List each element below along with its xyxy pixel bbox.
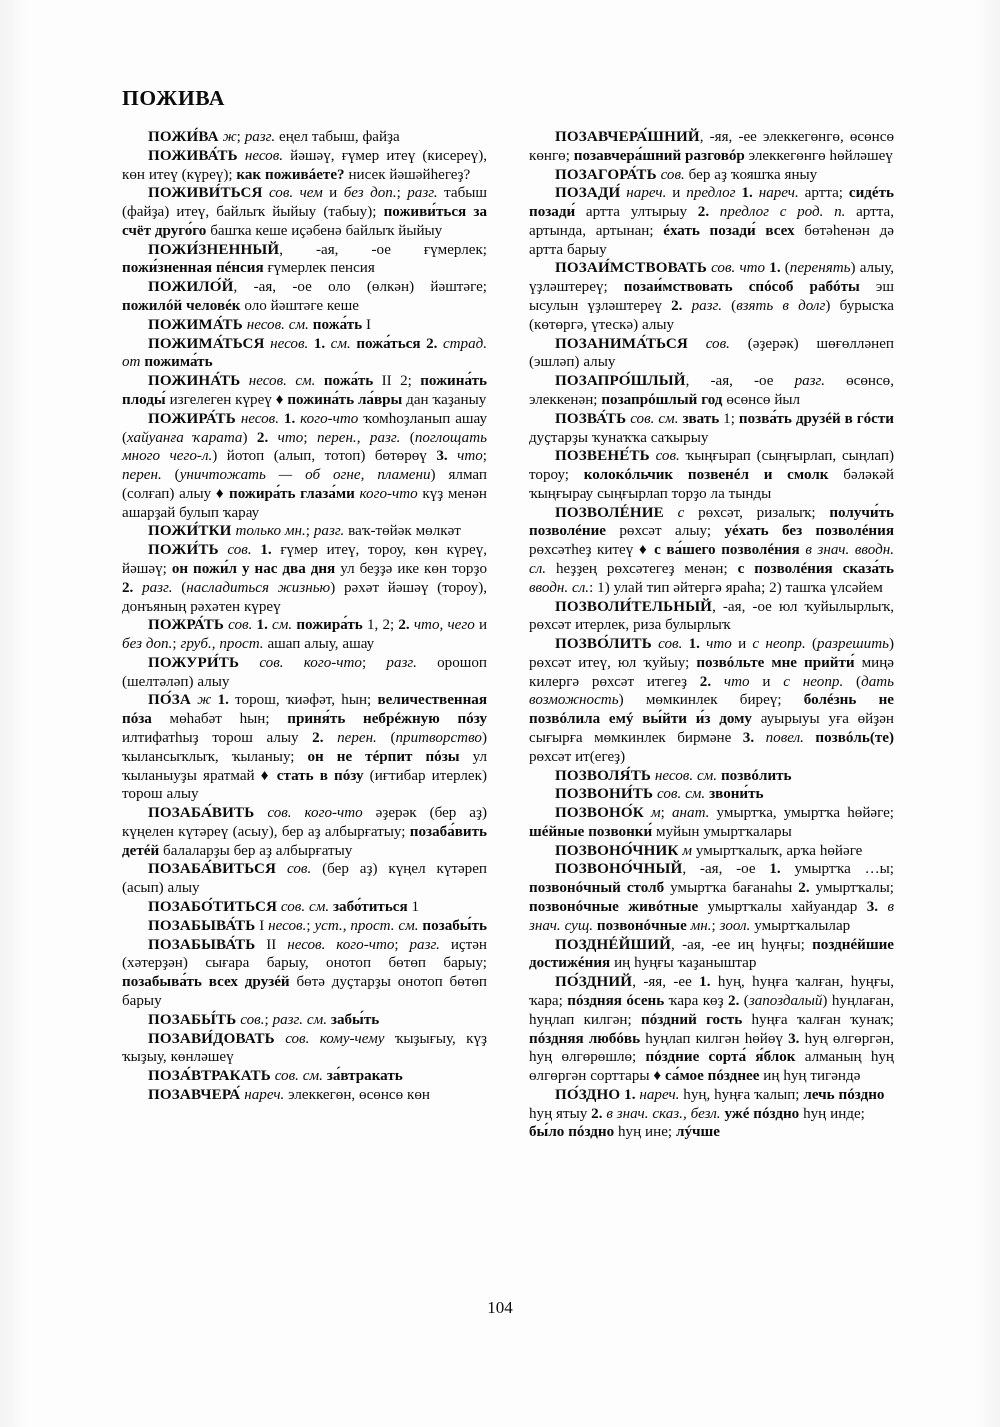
dictionary-entry: ПОЗВОНО́ЧНИК м умыртҡалыҡ, арҡа һөйәге — [555, 842, 863, 859]
column-left — [122, 128, 487, 1142]
dictionary-entry: ПОЗАВЧЕРА́ШНИЙ, -яя, -ее элеккегөнгө, өсөнсө көнгө; позавчера́шний разговóр элеккегөнгө һөйләшеү — [529, 129, 894, 164]
page-columns — [122, 128, 894, 1142]
dictionary-entry: ПОЖИРА́ТЬ несов. 1. кого-что ҡомһоҙланып ашау (хайуанға ҡарата) 2. что; перен., разг. (поглощать много чего-л.) йотоп (алып, тотоп) бөтөрөү 3. что; перен. (уничтожать — об огне, пламени) ялмап (солғап) алыу ♦ пожира́ть глаза́ми кого-что күҙ менән ашарҙай булып ҡарау — [122, 410, 488, 521]
dictionary-entry: ПОЗВОЛИ́ТЕЛЬНЫЙ, -ая, -ое юл ҡуйылырлыҡ, рөхсәт итерлек, риза булырлыҡ — [529, 598, 894, 634]
dictionary-entry: ПОЗАБА́ВИТЬСЯ сов. (бер аҙ) күңел күтәреп (асып) алыу — [122, 861, 488, 897]
dictionary-entry: ПОЗВЕНЕ́ТЬ сов. ҡыңғырап (сыңғырлап, сыңлап) тороу; колокóльчик позвенéл и смолк бәләкәй ҡыңғырау сыңғырлап торҙо ла тынды — [529, 448, 894, 502]
dictionary-entry: ПОЖИ́ТКИ только мн.; разг. ваҡ-төйәк мөлкәт — [148, 523, 461, 540]
dictionary-entry: ПО́ЗДНИЙ, -яя, -ее 1. һуң, һуңға ҡалған, һуңғы, ҡара; пóздняя óсень ҡара көҙ 2. (запоздалый) һуңлаған, һуңлап килгән; пóздний гость һуңға ҡалған ҡунаҡ; пóздняя любóвь һуңлап килгән һөйөү 3. һуң өлгөргән, һуң өлгөрөшлө; пóздние сорта́ я́блок алманың һуң өлгөргән сорттары ♦ са́мое пóзднее иң һуң тигәндә — [529, 974, 895, 1085]
column-right — [529, 128, 894, 1142]
dictionary-entry: ПОЖИВА́ТЬ несов. йәшәү, ғүмер итеү (кисереү), көн итеү (күреү); как поживáете? нисек йәшәйһегеҙ? — [122, 147, 487, 183]
dictionary-entry: ПОЖИЛО́Й, -ая, -ое оло (өлкән) йәштәге; пожилóй человéк оло йәштәге кеше — [122, 279, 487, 315]
dictionary-entry: ПОЖИНА́ТЬ несов. см. пожа́ть II 2; пожина́ть плоды́ изгелеген күреү ♦ пожина́ть ла́вры дан ҡаҙаныу — [122, 373, 487, 408]
running-head: ПОЖИВА — [122, 86, 226, 110]
dictionary-entry: ПОЗВА́ТЬ сов. см. звать 1; позва́ть друзéй в гóсти дуҫтарҙы ҡунаҡҡа саҡырыу — [529, 410, 894, 446]
dictionary-entry: ПОЗВОЛЯ́ТЬ несов. см. позвóлить — [555, 767, 792, 784]
dictionary-entry: ПОЗАБА́ВИТЬ сов. кого-что әҙерәк (бер аҙ) күңелен күтәреү (асыу), бер аҙ албырғатыу; позаба́вить детéй балаларҙы бер аҙ албырғатыу — [122, 805, 487, 859]
dictionary-entry: ПОЗАНИМА́ТЬСЯ сов. (әҙерәк) шөғөлләнеп (эшләп) алыу — [529, 335, 895, 371]
dictionary-entry: ПОЖИ́ВА ж; разг. еңел табыш, файҙа — [148, 129, 400, 145]
dictionary-entry: ПОЗАВИ́ДОВАТЬ сов. кому-чему ҡыҙығыу, күҙ ҡыҙыу, көнләшеү — [122, 1030, 487, 1066]
dictionary-entry: ПОЖРА́ТЬ сов. 1. см. пожира́ть 1, 2; 2. что, чего и без доп.; груб., прост. ашап алыу, ашау — [122, 617, 488, 653]
dictionary-entry: ПОЗАВЧЕРА́ нареч. элеккегөн, өсөнсө көн — [148, 1086, 431, 1103]
dictionary-entry: ПОЗВОНО́К м; анат. умыртҡа, умыртҡа һөйәге; шéйные позвонки́ муйын умыртҡалары — [529, 805, 894, 840]
dictionary-entry: ПОЖИВИ́ТЬСЯ сов. чем и без доп.; разг. табыш (файҙа) итеү, байлыҡ йыйыу (табыу); поживи́ться за счёт друго́го башҡа кеше иҫәбенә байлыҡ йыйыу — [122, 185, 488, 239]
scan-edge-shadow-left — [0, 0, 26, 1427]
dictionary-entry: ПОЗВОЛÉНИЕ с рөхсәт, ризалыҡ; получи́ть позволéние рөхсәт алыу; уéхать без позволéния рөхсәтһеҙ китеү ♦ с ва́шего позволéния в знач. вводн. сл. һеҙҙең рөхсәтегеҙ менән; с позволéния сказа́ть вводн. сл.: 1) улай тип әйтергә яраһа; 2) ташҡа үлсәйем — [529, 504, 895, 596]
page-number: 104 — [487, 1298, 513, 1317]
dictionary-entry: ПОЗДНÉЙШИЙ, -ая, -ее иң һуңғы; позднéйшие достижéния иң һуңғы ҡаҙаныштар — [529, 936, 894, 972]
dictionary-entry: ПОЖУРИ́ТЬ сов. кого-что; разг. орошоп (шелтәләп) алыу — [122, 654, 487, 690]
dictionary-entry: ПОЗВО́ЛИТЬ сов. 1. что и с неопр. (разрешить) рөхсәт итеү, юл ҡуйыу; позвóльте мне прийти́ миңә килергә рөхсәт итегеҙ 2. что и с неопр. (дать возможность) мөмкинлек биреү; болéзнь не позвóлила емý вы́йти и́з дому ауырыуы уға өйҙән сығырға мөмкинлек бирмәне 3. повел. позвóль(те) рөхсәт ит(егеҙ) — [529, 636, 895, 765]
dictionary-entry: ПОЗАГОРА́ТЬ сов. бер аҙ ҡояшҡа яныу — [555, 166, 818, 183]
dictionary-entry: ПОЗА́ВТРАКАТЬ сов. см. за́втракать — [148, 1068, 403, 1085]
scan-edge-shadow-right — [974, 0, 1000, 1427]
dictionary-entry: ПОЗАБО́ТИТЬСЯ сов. см. забо́титься 1 — [148, 899, 420, 916]
dictionary-entry: ПОЗАБЫ́ТЬ сов.; разг. см. забы́ть — [148, 1011, 380, 1028]
dictionary-entry: ПОЗАДИ́ нареч. и предлог 1. нареч. артта; сидéть позади́ артта ултырыу 2. предлог с род. п. артта, артында, артынан; éхать позади́ всех бөтәһенән дә артта барыу — [529, 185, 895, 258]
dictionary-entry: ПОЖИ́ЗНЕННЫЙ, -ая, -ое ғүмерлек; пожи́зненная пéнсия ғүмерлек пенсия — [122, 241, 487, 277]
dictionary-entry: ПОЗАБЫВА́ТЬ I несов.; уст., прост. см. позабы́ть — [148, 917, 487, 934]
dictionary-entry: ПОЖИ́ТЬ сов. 1. ғүмер итеү, тороу, көн күреү, йәшәү; он пожи́л у нас два дня ул беҙҙә ике көн торҙо 2. разг. (насладиться жизнью) рәхәт йәшәү (тороу), донъяның рәхәтен күреү — [122, 542, 488, 615]
dictionary-entry: ПОЗАБЫВА́ТЬ II несов. кого-что; разг. иҫтән (хәтерҙән) сығара барыу, онотоп бөтөп барыу; позабыва́ть всех друзéй бөтә дуҫтарҙы онотоп бөтөп барыу — [122, 936, 488, 1009]
dictionary-entry: ПОЖИМА́ТЬСЯ несов. 1. см. пожа́ться 2. страд. от пожима́ть — [122, 335, 488, 371]
dictionary-entry: ПОЗАПРО́ШЛЫЙ, -ая, -ое разг. өсөнсө, элеккенән; позапрóшлый год өсөнсө йыл — [529, 373, 894, 408]
dictionary-entry: ПОЗВОНИ́ТЬ сов. см. звони́ть — [555, 786, 764, 803]
dictionary-entry: ПОЗВОНО́ЧНЫЙ, -ая, -ое 1. умыртҡа …ы; позвонóчный столб умыртҡа бағанаһы 2. умыртҡалы; позвонóчные живóтные умыртҡалы хайуандар 3. в знач. сущ. позвонóчные мн.; зоол. умыртҡалылар — [529, 861, 895, 934]
dictionary-entry: ПОЖИМА́ТЬ несов. см. пожа́ть I — [148, 316, 372, 333]
dictionary-entry: ПОЗАИ́МСТВОВАТЬ сов. что 1. (перенять) алыу, үҙләштереү; позаи́мствовать спóсоб рабóты эш ысулын үҙләштереү 2. разг. (взять в долг) бурысҡа (көтөргә, үтескә) алыу — [529, 260, 895, 333]
dictionary-entry: ПО́ЗДНО 1. нареч. һуң, һуңға ҡалып; лечь пóздно һуң ятыу 2. в знач. сказ., безл. ужé пóздно һуң инде; бы́ло пóздно һуң ине; лýчше — [529, 1086, 885, 1141]
dictionary-entry: ПО́ЗА ж 1. торош, ҡиәфәт, һын; величественная пóза мөһабәт һын; приня́ть небрéжную пóзу илтифатһыҙ торош алыу 2. перен. (притворство) ҡылансыҡлыҡ, ҡыланыу; он не тéрпит пóзы ул ҡыланыуҙы яратмай ♦ стать в пóзу (иғтибар итерлек) торош алыу — [122, 692, 488, 803]
